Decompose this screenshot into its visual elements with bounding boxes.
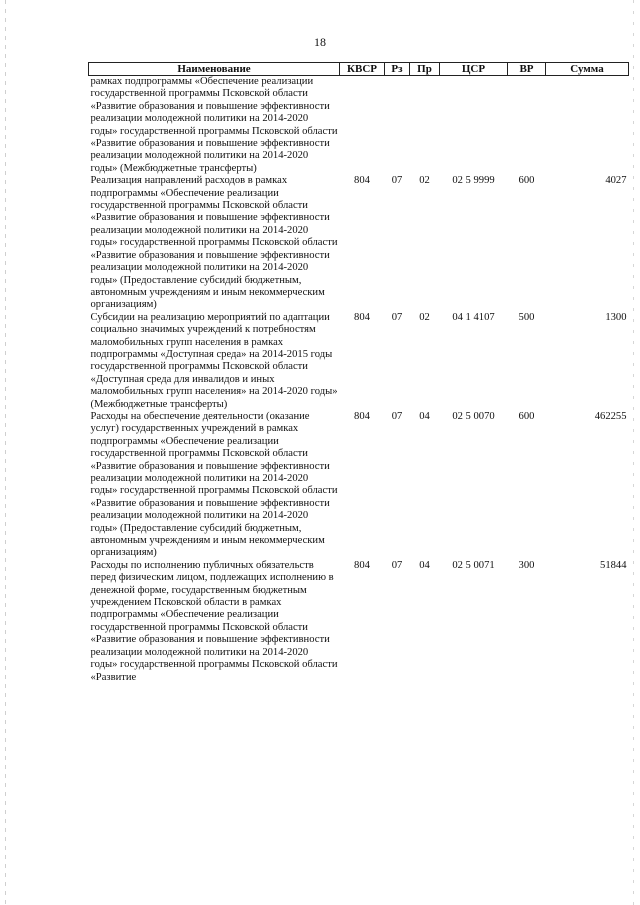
row-vr: 500 (518, 311, 535, 323)
row-kvsr: 804 (354, 559, 370, 571)
row-kvsr: 804 (354, 175, 370, 187)
row-sum: 4027 (605, 175, 627, 187)
row-name: Реализация направлений расходов в рамках подпрограммы «Обеспечение реализации государственной программы Псковской области «Развитие образования и повышение эффективности реализации молодежной политики на 2014-2020 годы» государственной программы Псковской области «Развитие образования и повышение эффективности реализации молодежной политики на 2014-2020 годы» (Предоставление субсидий бюджетным, автономным учреждениям и иным некоммерческим организациям) (90, 175, 338, 311)
row-vr: 300 (518, 559, 535, 571)
header-sum: Сумма (546, 63, 629, 76)
header-vr: ВР (508, 63, 546, 76)
header-pr: Пр (410, 63, 440, 76)
row-vr: 600 (518, 410, 535, 422)
header-rz: Рз (385, 63, 410, 76)
header-name: Наименование (89, 63, 340, 76)
row-pr: 02 (419, 311, 430, 323)
row-vr (508, 76, 546, 176)
row-csr (440, 76, 508, 176)
row-kvsr (340, 76, 385, 176)
table-row (89, 175, 629, 311)
table-row (89, 76, 629, 176)
budget-table (88, 62, 629, 684)
row-rz: 07 (391, 410, 403, 422)
table-row (89, 560, 629, 684)
row-name: Расходы на обеспечение деятельности (оказание услуг) государственных учреждений в рамках подпрограммы «Обеспечение реализации государственной программы Псковской области «Развитие образования и повышение эффективности реализации молодежной политики на 2014-2020 годы» государственной программы Псковской области «Развитие образования и повышение эффективности реализации молодежной политики на 2014-2020 годы» (Предоставление субсидий бюджетным, автономным учреждениям и иным некоммерческим организациям) (90, 410, 338, 559)
row-kvsr: 804 (354, 311, 370, 323)
table-row (89, 312, 629, 411)
row-pr: 04 (419, 410, 430, 422)
row-sum: 462255 (594, 410, 627, 422)
row-name: Расходы по исполнению публичных обязательств перед физическим лицом, подлежащих исполнению в денежной форме, государственным бюджетным учреждением Псковской области в рамках подпрограммы «Обеспечение реализации государственной программы Псковской области «Развитие образования и повышение эффективности реализации молодежной политики на 2014-2020 годы» государственной программы Псковской области «Развитие (90, 559, 338, 683)
page-number: 18 (314, 35, 326, 49)
table-row (89, 411, 629, 560)
row-name: рамках подпрограммы «Обеспечение реализации государственной программы Псковской области «Развитие образования и повышение эффективности реализации молодежной политики на 2014-2020 годы» государственной программы Псковской области «Развитие образования и повышение эффективности реализации молодежной политики на 2014-2020 годы» (Межбюджетные трансферты) (90, 76, 338, 174)
scan-edge-right (633, 0, 634, 905)
row-kvsr: 804 (354, 410, 370, 422)
header-row (89, 63, 629, 76)
row-sum: 1300 (605, 311, 627, 323)
row-sum (546, 76, 629, 176)
row-rz: 07 (391, 175, 403, 187)
row-csr: 02 5 9999 (452, 175, 495, 187)
row-csr: 02 5 0071 (452, 559, 495, 571)
row-csr: 04 1 4107 (452, 311, 495, 323)
row-csr: 02 5 0070 (452, 410, 495, 422)
table-header (89, 63, 629, 76)
header-kvsr: КВСР (340, 63, 385, 76)
header-csr: ЦСР (440, 63, 508, 76)
row-pr: 02 (419, 175, 430, 187)
row-pr (410, 76, 440, 176)
row-rz: 07 (391, 559, 403, 571)
row-pr: 04 (419, 559, 430, 571)
row-vr: 600 (518, 175, 535, 187)
scan-edge-left (5, 0, 6, 905)
row-name: Субсидии на реализацию мероприятий по адаптации социально значимых учреждений к потребностям маломобильных групп населения в рамках подпрограммы «Доступная среда» на 2014-2015 годы государственной программы Псковской области «Доступная среда для инвалидов и иных маломобильных групп населения» на 2014-2020 годы» (Межбюджетные трансферты) (90, 311, 338, 410)
table-body (89, 76, 629, 684)
row-rz: 07 (391, 311, 403, 323)
row-rz (385, 76, 410, 176)
row-sum: 51844 (600, 559, 627, 571)
